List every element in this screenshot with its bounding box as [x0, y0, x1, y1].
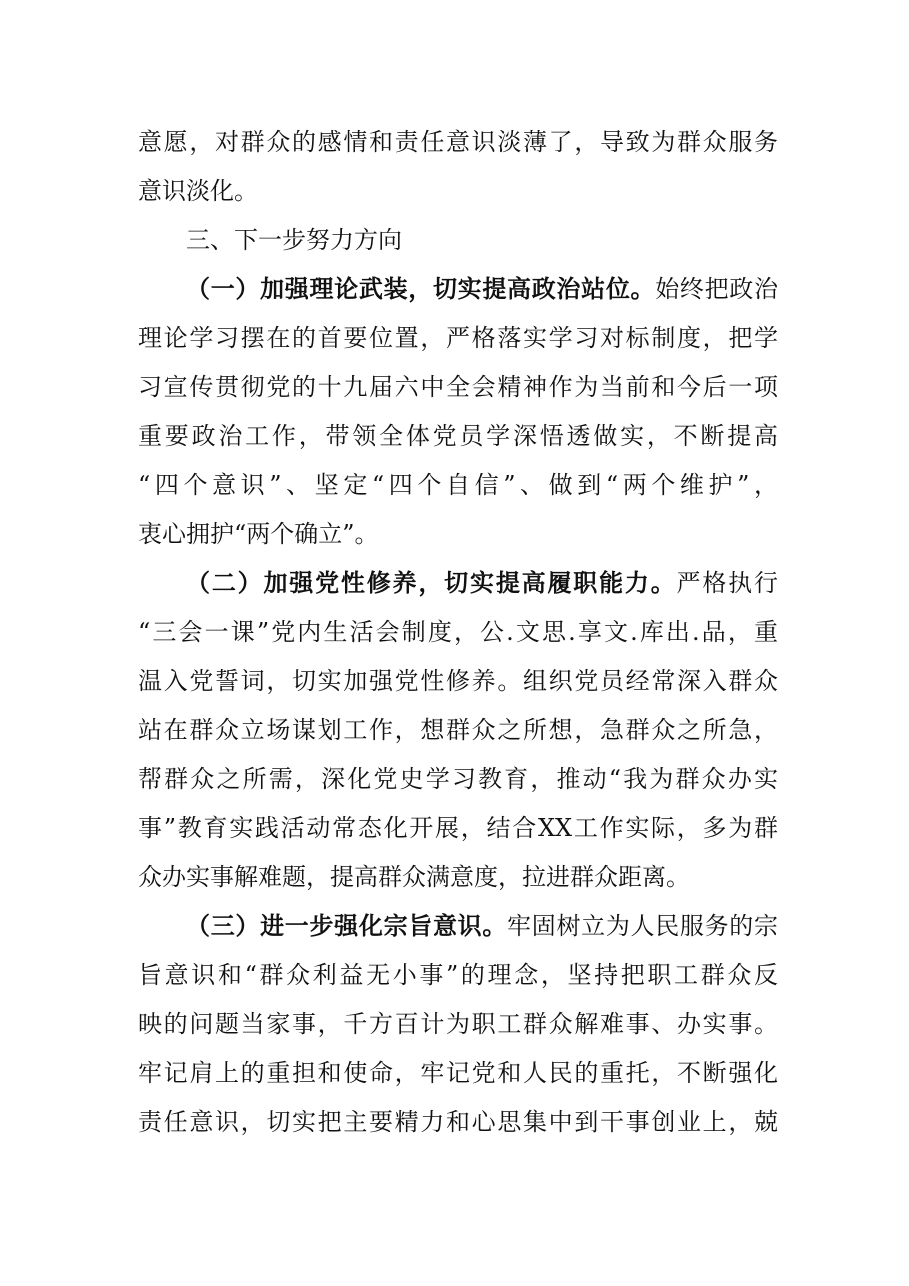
- paragraph-title: （二）加强党性修养，切实提高履职能力。: [186, 569, 677, 597]
- paragraph-first-line: [138, 566, 778, 600]
- body-line: 帮群众之所需，深化党史学习教育，推动“我为群众办实: [138, 765, 778, 793]
- body-line: “四个意识”、坚定“四个自信”、做到“两个维护”，: [138, 471, 778, 499]
- body-line: 映的问题当家事，千方百计为职工群众解难事、办实事。: [138, 1010, 778, 1038]
- body-line: 理论学习摆在的首要位置，严格落实学习对标制度，把学: [138, 324, 778, 352]
- body-line: 站在群众立场谋划工作，想群众之所想，急群众之所急，: [138, 716, 778, 744]
- paragraph-first-line: [138, 909, 778, 943]
- body-line: “三会一课”党内生活会制度，公.文思.享文.库出.品，重: [138, 618, 778, 646]
- body-line: 习宣传贯彻党的十九届六中全会精神作为当前和今后一项: [138, 373, 778, 401]
- paragraph-text: 严格执行: [676, 569, 779, 597]
- paragraph-title: （一）加强理论武装，切实提高政治站位。: [186, 275, 656, 303]
- body-line: 事”教育实践活动常态化开展，结合XX工作实际，多为群: [138, 814, 778, 842]
- section-heading: 三、下一步努力方向: [186, 226, 402, 254]
- body-line: 责任意识，切实把主要精力和心思集中到干事创业上，兢: [138, 1108, 778, 1136]
- body-line: 衷心拥护“两个确立”。: [138, 520, 379, 548]
- paragraph-text: 始终把政治: [655, 275, 779, 303]
- paragraph-title: （三）进一步强化宗旨意识。: [186, 912, 508, 940]
- body-line: 意愿，对群众的感情和责任意识淡薄了，导致为群众服务: [138, 128, 778, 156]
- body-line: 众办实事解难题，提高群众满意度，拉进群众距离。: [138, 863, 690, 891]
- body-line: 旨意识和“群众利益无小事”的理念，坚持把职工群众反: [138, 961, 778, 989]
- body-line: 意识淡化。: [138, 177, 258, 205]
- body-line: 温入党誓词，切实加强党性修养。组织党员经常深入群众: [138, 667, 778, 695]
- body-line: 重要政治工作，带领全体党员学深悟透做实，不断提高: [138, 422, 778, 450]
- paragraph-first-line: [138, 272, 778, 306]
- body-line: 牢记肩上的重担和使命，牢记党和人民的重托，不断强化: [138, 1059, 778, 1087]
- paragraph-text: 牢固树立为人民服务的宗: [507, 912, 779, 940]
